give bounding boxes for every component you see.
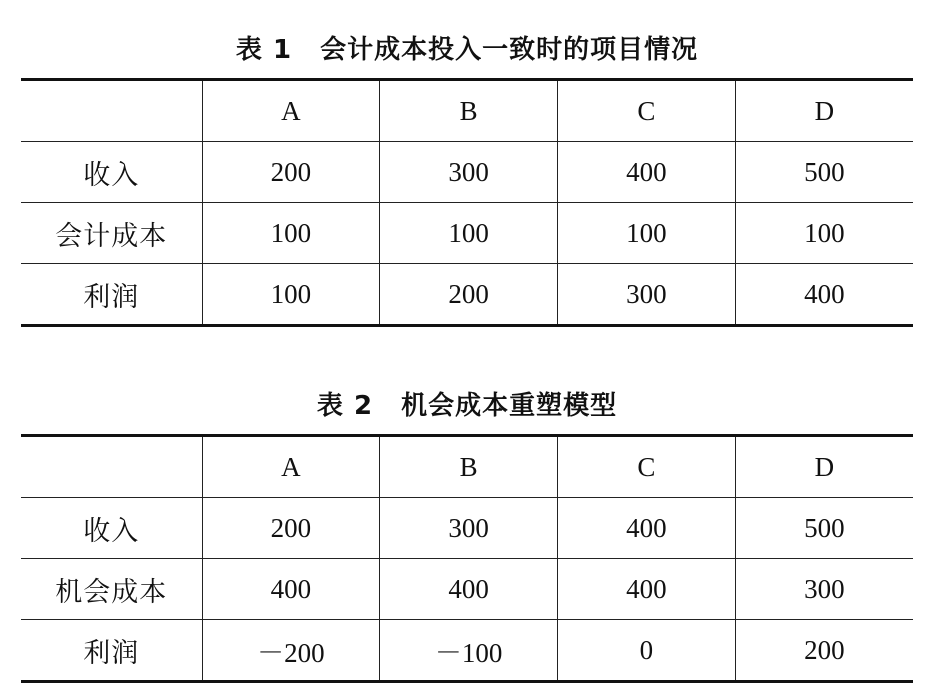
- table-cell: 100: [735, 203, 913, 264]
- table-1-title: [21, 28, 913, 72]
- table-cell: －100: [380, 620, 558, 682]
- row-label: 会计成本: [21, 203, 202, 264]
- row-label: 利润: [83, 637, 140, 669]
- table-cell: 100: [558, 203, 736, 264]
- table-2-block: [21, 384, 913, 683]
- table-2-title: [21, 384, 913, 428]
- table-1-block: [21, 28, 913, 327]
- table-cell: 400: [558, 498, 736, 559]
- header-cell: A: [202, 436, 380, 498]
- table-row: [21, 559, 913, 620]
- table-header-row: [21, 80, 913, 142]
- table-cell: 300: [735, 559, 913, 620]
- table-cell: 500: [735, 498, 913, 559]
- table-cell: 300: [380, 142, 558, 203]
- row-label: 利润: [83, 281, 140, 313]
- table-cell: 500: [735, 142, 913, 203]
- header-cell: A: [202, 80, 380, 142]
- table-cell: 100: [380, 203, 558, 264]
- table-cell: 100: [202, 264, 380, 326]
- table-cell: 400: [735, 264, 913, 326]
- table-cell: 400: [558, 559, 736, 620]
- header-cell: C: [558, 80, 736, 142]
- row-label: 机会成本: [21, 559, 202, 620]
- table-1: [21, 78, 913, 327]
- header-cell: D: [735, 436, 913, 498]
- header-cell: [21, 436, 202, 498]
- table-cell: 300: [558, 264, 736, 326]
- table-cell: －200: [202, 620, 380, 682]
- table-row: [21, 264, 913, 326]
- table-2-caption: 机会成本重塑模型: [401, 391, 618, 421]
- table-cell: 200: [735, 620, 913, 682]
- table-1-caption: 会计成本投入一致时的项目情况: [320, 35, 699, 65]
- table-2-label: 表 2: [316, 391, 374, 421]
- table-2: [21, 434, 913, 683]
- table-row: [21, 203, 913, 264]
- table-cell: 200: [380, 264, 558, 326]
- table-cell: 100: [202, 203, 380, 264]
- table-cell: 400: [558, 142, 736, 203]
- table-cell: 400: [380, 559, 558, 620]
- table-1-label: 表 1: [235, 35, 293, 65]
- table-cell: 400: [202, 559, 380, 620]
- table-cell: 200: [202, 142, 380, 203]
- table-header-row: [21, 436, 913, 498]
- row-label: 收入: [21, 142, 202, 203]
- table-cell: 200: [202, 498, 380, 559]
- table-row: [21, 142, 913, 203]
- header-cell: C: [558, 436, 736, 498]
- table-row: [21, 620, 913, 682]
- table-cell: 0: [558, 620, 736, 682]
- header-cell: B: [380, 80, 558, 142]
- header-cell: D: [735, 80, 913, 142]
- table-row: [21, 498, 913, 559]
- header-cell: [21, 80, 202, 142]
- row-label: 收入: [21, 498, 202, 559]
- table-cell: 300: [380, 498, 558, 559]
- header-cell: B: [380, 436, 558, 498]
